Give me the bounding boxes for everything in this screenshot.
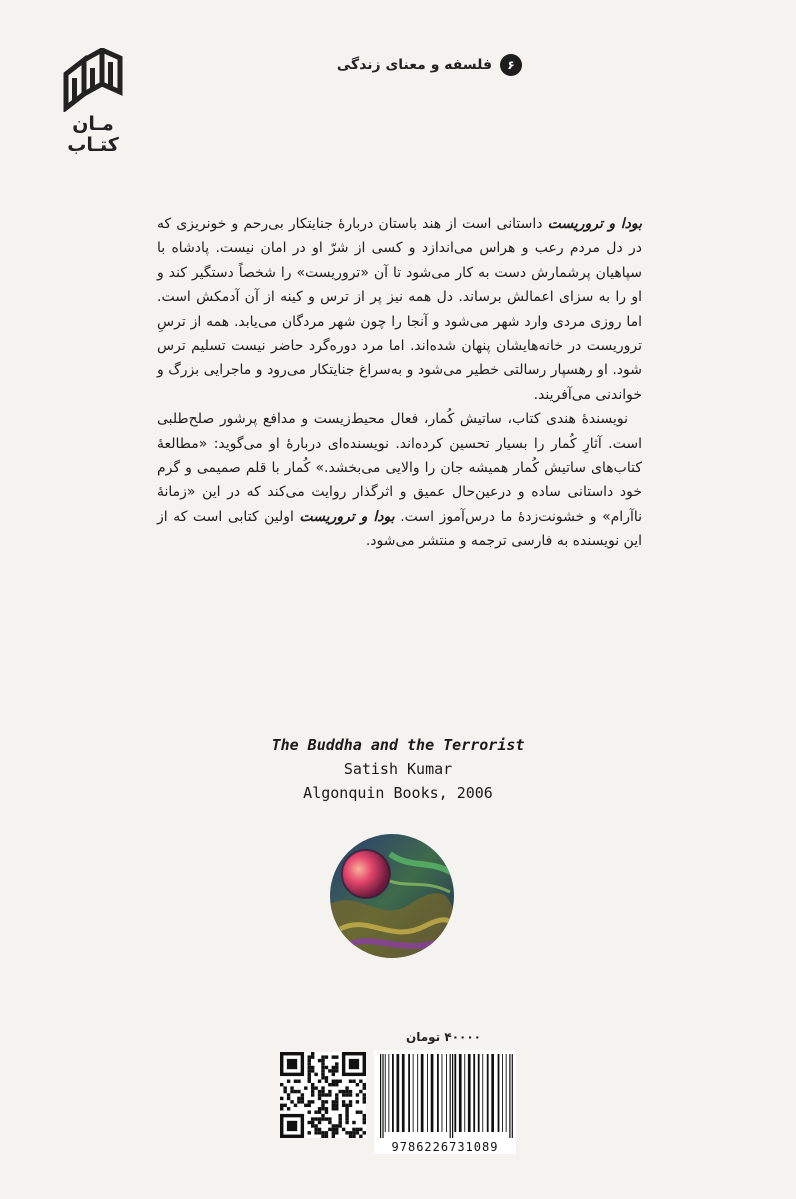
logo-text-line2: کتـاب (67, 134, 119, 156)
marbled-moon-art (330, 834, 454, 958)
series-label (337, 54, 522, 76)
original-publisher: Algonquin Books, 2006 (303, 784, 493, 802)
price-label: ۴۰۰۰۰ تومان (405, 1030, 481, 1044)
isbn-number: 9786226731089 (374, 1140, 516, 1154)
blurb-p1-rest: و خونریزی که در دل مردم رعب و هراس می‌اندازد و کسی از شرّ او در امان نیست. پادشاه با سپاهیان پرشمارش دست به کار می‌شود تا آن «تروریست» را شخصاً دستگیر کند و او را به سزای اعمالش برساند. دل همه نیز پر از ترس و کینه از آن آدمکش است. اما روزی مردی وارد شهر می‌شود و آنجا را چون شهر مردگان می‌یابد. همه از ترسِ تروریست در خانه‌هایشان پنهان شده‌اند. اما مرد دوره‌گرد حاضر نیست تسلیم ترس شود. او رهسپار رسالتی خطیر می‌شود و به‌سراغ جنایتکار می‌رود و ماجرایی بزرگ و خواندنی می‌آفریند. (157, 216, 642, 403)
original-edition-credits (0, 733, 796, 805)
logo-text-line1: مـان (72, 113, 114, 135)
publisher-logo (58, 48, 128, 156)
blurb-paragraph-2 (157, 407, 642, 553)
book-title-inline-2: بودا و تروریست (299, 508, 395, 525)
isbn-barcode (374, 1050, 516, 1146)
blurb-p2-end: اولین کتابی است که از این نویسنده به فارسی ترجمه و منتشر می‌شود. (157, 508, 642, 550)
original-author: Satish Kumar (343, 760, 453, 778)
qr-code (280, 1052, 366, 1138)
blurb-p2-start: نویسندۀ هندی کتاب، ساتیش کُمار، فعال محیط‌زیست و مدافع پرشور صلح‌طلبی است. آثارِ کُمار را بسیار تحسین کرده‌اند. نویسنده‌ای دربارۀ او می‌گوید: «مطالعۀ کتاب‌های ساتیش کُمار همیشه جان را والایی می‌بخشد.» کُمار با قلم صمیمی و گرم خود داستانی ساده و درعین‌حال عمیق و اثرگذار روایت می‌کند که در این «زمانۀ ناآرام» و خشونت‌زدۀ ما درس‌آموز است. (157, 411, 643, 525)
books-stack-icon (58, 48, 128, 112)
blurb-text (157, 212, 642, 554)
publisher-logo-text (58, 114, 128, 156)
original-title: The Buddha and the Terrorist (271, 736, 525, 754)
blurb-p1-line1: داستانی است از هند باستان دربارۀ جنایتکار بی‌رحم (243, 216, 548, 232)
book-title-inline: بودا و تروریست (547, 216, 642, 232)
blurb-paragraph-1 (157, 212, 642, 407)
series-title: فلسفه و معنای زندگی (336, 57, 492, 73)
series-number: ۶ (500, 54, 522, 76)
cover-art-circle (330, 834, 454, 958)
